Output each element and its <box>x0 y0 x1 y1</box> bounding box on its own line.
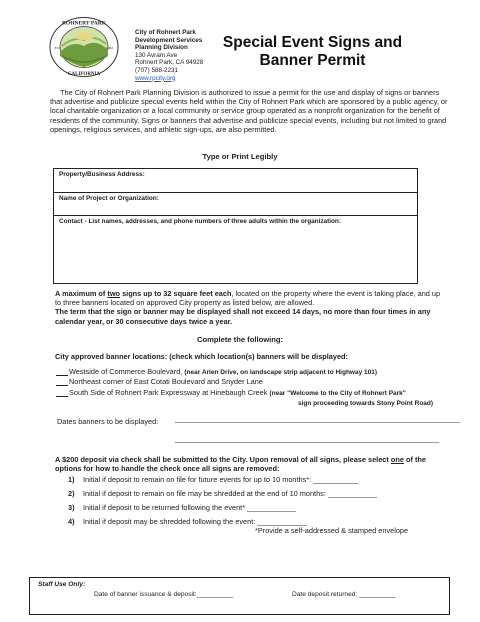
issuance-date-field[interactable]: Date of banner issuance & deposit:__________ <box>94 591 234 598</box>
option-text: Initial if deposit may be shredded following the event: ____________ <box>83 517 307 526</box>
option-text: Initial if deposit to remain on file for future events for up to 10 months*: ___________ <box>83 475 359 484</box>
complete-following-heading: Complete the following: <box>196 335 284 344</box>
svg-text:EST: EST <box>54 46 61 50</box>
org-phone: (707) 588-2231 <box>135 66 179 74</box>
intro-paragraph: The City of Rohnert Park Planning Division is authorized to issue a permit for the use and display of signs or banners that advertise and publicize special events held within the City of Rohnert Park which are sponsored by a public agency, or local charitable organization or a local community or service group operated as a nonprofit organization for the benefit of residents of the community. Signs or banners that advertise and publicize special events, including but not limited to grand openings, religious services, and athletic sign-ups, are also permitted. <box>50 88 448 134</box>
location-note: (near "Welcome to the City of Rohnert Park" <box>269 390 406 397</box>
staff-use-box <box>29 577 450 615</box>
contact-label: Contact - List names, addresses, and phone numbers of three adults within the organization: <box>59 218 341 225</box>
max-signs-two: two <box>107 289 121 298</box>
title-line-2: Banner Permit <box>259 52 366 69</box>
option-number: 3) <box>68 503 75 512</box>
dates-displayed-row[interactable] <box>57 417 158 426</box>
org-address-block <box>135 29 203 82</box>
max-signs-rest: , located on the property where the event is taking place, and up to three banners located on approved City property as listed below, are allowed. <box>55 289 441 308</box>
deposit-returned-field[interactable]: Date deposit returned: __________ <box>292 591 396 598</box>
title-line-1: Special Event Signs and <box>222 34 403 51</box>
option-text: Initial if deposit to remain on file may be shredded at the end of 10 months: ____________ <box>83 489 377 498</box>
staff-use-label: Staff Use Only: <box>38 581 86 588</box>
deposit-text: A $200 deposit via check shall be submitted to the City. Upon removal of all signs, please select <box>55 455 391 464</box>
location-name: Westside of Commerce Boulevard, <box>69 367 185 376</box>
option-number: 1) <box>68 475 75 484</box>
property-address-label: Property/Business Address: <box>59 171 145 178</box>
location-option[interactable] <box>69 367 377 377</box>
deposit-paragraph <box>55 455 451 473</box>
contact-field[interactable] <box>54 216 417 284</box>
location-checkbox-line[interactable] <box>56 385 68 386</box>
location-name: Northeast corner of East Cotati Boulevard and Snyder Lane <box>69 377 263 386</box>
svg-text:CALIFORNIA: CALIFORNIA <box>67 72 101 77</box>
deposit-one: one <box>390 455 404 464</box>
max-signs-lead: A maximum of <box>55 289 108 298</box>
location-option[interactable] <box>69 377 263 386</box>
org-website-link[interactable]: www.rpcity.org <box>135 74 176 82</box>
org-division: Planning Division <box>135 44 188 52</box>
locations-heading: City approved banner locations: (check which location(s) banners will be displayed: <box>55 352 348 361</box>
dates-label: Dates banners to be displayed: <box>57 417 159 426</box>
city-seal-logo <box>48 16 120 78</box>
org-city: Rohnert Park, CA 94928 <box>135 59 204 67</box>
dates-input-line-2[interactable]: _______________________________________________________________ <box>175 436 440 443</box>
page-title <box>205 34 420 70</box>
deposit-rest: of the options for how to handle the check once all signs are removed: <box>55 455 426 474</box>
option-number: 2) <box>68 489 75 498</box>
org-street: 130 Avram Ave <box>135 51 178 59</box>
envelope-footnote: *Provide a self-addressed & stamped envelope <box>255 526 409 535</box>
location-checkbox-line[interactable] <box>56 375 68 376</box>
applicant-info-box <box>53 168 418 284</box>
location-note-continued <box>298 398 433 408</box>
org-name: City of Rohnert Park <box>135 29 196 36</box>
max-signs-paragraph <box>55 289 447 326</box>
option-text: Initial if deposit to be returned following the event* ____________ <box>83 503 297 512</box>
org-department: Development Services <box>135 36 203 44</box>
organization-name-field[interactable] <box>54 193 417 216</box>
dates-input-line-1[interactable]: ____________________________________________________________________ <box>175 416 461 423</box>
location-option[interactable] <box>69 388 406 398</box>
svg-text:ROHNERT PARK: ROHNERT PARK <box>61 20 107 27</box>
max-signs-size: signs up to 32 square feet each <box>120 289 232 298</box>
option-number: 4) <box>68 517 75 526</box>
location-name: South Side of Rohnert Park Expressway at Hinebaugh Creek <box>69 388 270 397</box>
location-checkbox-line[interactable] <box>56 396 68 397</box>
location-note: (near Arlen Drive, on landscape strip adjacent to Highway 101) <box>184 369 378 376</box>
location-note-line-2: sign proceeding towards Stony Point Road) <box>298 400 434 407</box>
property-address-field[interactable] <box>54 169 417 193</box>
display-term-text: The term that the sign or banner may be displayed shall not exceed 14 days, no more than four times in any calendar year, or 30 consecutive days twice a year. <box>55 307 431 326</box>
svg-text:1962: 1962 <box>106 46 113 50</box>
organization-name-label: Name of Project or Organization: <box>59 195 159 202</box>
type-or-print-heading: Type or Print Legibly <box>202 152 278 161</box>
